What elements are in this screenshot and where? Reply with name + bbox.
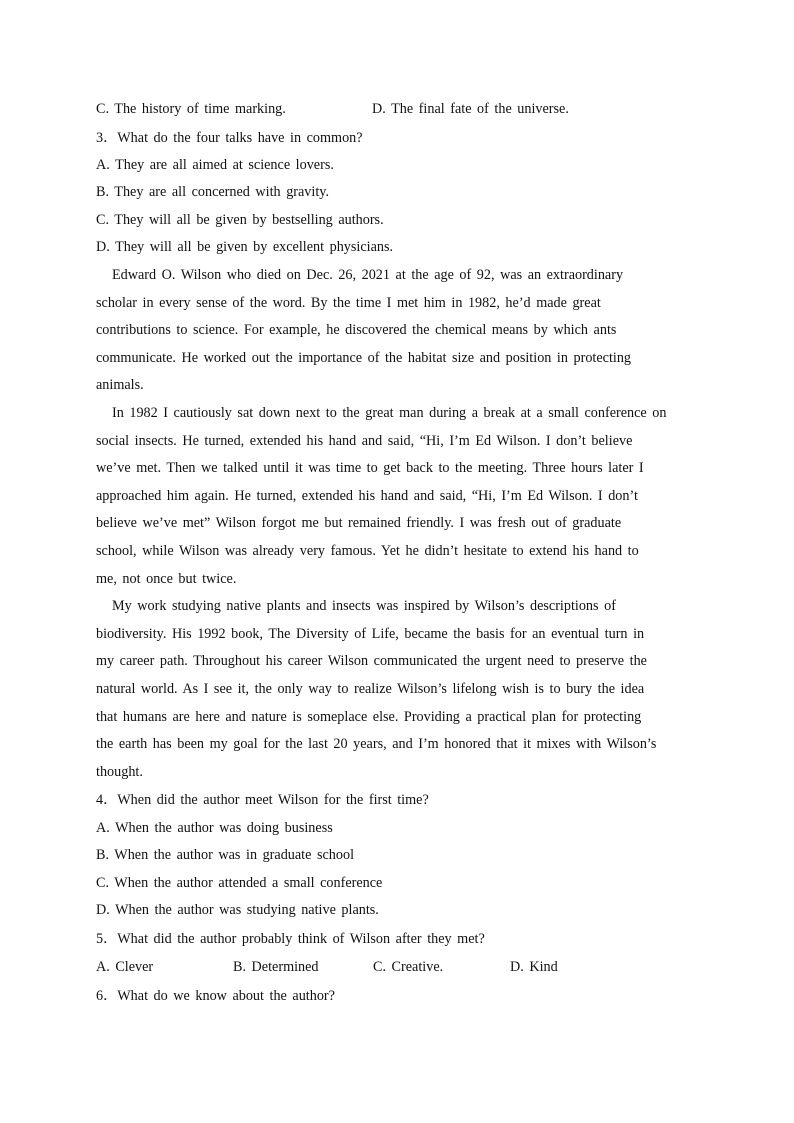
passage-line: animals. — [96, 377, 144, 394]
page-content — [96, 95, 701, 1010]
q3-question: 3．What do the four talks have in common? — [96, 129, 363, 146]
passage-line: biodiversity. His 1992 book, The Diversity of Life, became the basis for an eventual turn in — [96, 625, 645, 642]
q5-option-c: C. Creative. — [373, 959, 444, 976]
passage-line: school, while Wilson was already very famous. Yet he didn’t hesitate to extend his hand to — [96, 543, 639, 559]
q2-option-d: D. The final fate of the universe. — [372, 101, 569, 117]
passage-line: that humans are here and nature is someplace else. Providing a practical plan for protecting — [96, 708, 642, 725]
q3-option-c: C. They will all be given by bestselling authors. — [96, 211, 384, 228]
passage-line: me, not once but twice. — [96, 570, 237, 587]
q5-question: 5．What did the author probably think of Wilson after they met? — [96, 930, 485, 947]
passage-line: social insects. He turned, extended his hand and said, “Hi, I’m Ed Wilson. I don’t believe — [96, 432, 633, 449]
q2-options-cd — [96, 95, 701, 124]
q5-option-b: B. Determined — [233, 959, 319, 976]
passage-line: In 1982 I cautiously sat down next to the great man during a break at a small conference on — [112, 405, 667, 422]
passage-line: natural world. As I see it, the only way to realize Wilson’s lifelong wish is to bury the idea — [96, 680, 645, 697]
passage-line: we’ve met. Then we talked until it was time to get back to the meeting. Three hours later I — [96, 460, 644, 477]
q4-option-b: B. When the author was in graduate school — [96, 847, 355, 864]
q4-option-a: A. When the author was doing business — [96, 819, 333, 836]
passage-line: communicate. He worked out the importance of the habitat size and position in protecting — [96, 349, 632, 366]
q2-option-c: C. The history of time marking. — [96, 101, 286, 117]
q5-options — [96, 953, 701, 982]
q4-question: 4．When did the author meet Wilson for the first time? — [96, 792, 429, 809]
q6-question: 6．What do we know about the author? — [96, 987, 335, 1004]
q5-option-d: D. Kind — [510, 959, 558, 976]
passage-line: scholar in every sense of the word. By the time I met him in 1982, he’d made great — [96, 294, 601, 311]
q3-option-b: B. They are all concerned with gravity. — [96, 184, 330, 201]
q5-option-a: A. Clever — [96, 959, 154, 976]
passage-paragraph-3 — [96, 593, 701, 786]
passage-line: believe we’ve met” Wilson forgot me but remained friendly. I was fresh out of graduate — [96, 515, 622, 532]
q4-option-d: D. When the author was studying native plants. — [96, 902, 379, 919]
passage-line: contributions to science. For example, he discovered the chemical means by which ants — [96, 322, 617, 339]
passage-paragraph-1 — [96, 262, 701, 400]
q3-option-a: A. They are all aimed at science lovers. — [96, 156, 334, 173]
passage-line: the earth has been my goal for the last 20 years, and I’m honored that it mixes with Wilson’s — [96, 736, 657, 753]
passage-line: thought. — [96, 763, 143, 780]
passage-line: My work studying native plants and insects was inspired by Wilson’s descriptions of — [112, 598, 616, 615]
q4-option-c: C. When the author attended a small conference — [96, 874, 383, 891]
passage-line: Edward O. Wilson who died on Dec. 26, 2021 at the age of 92, was an extraordinary — [112, 267, 624, 284]
passage-line: approached him again. He turned, extended his hand and said, “Hi, I’m Ed Wilson. I don’t — [96, 487, 638, 504]
q3-option-d: D. They will all be given by excellent physicians. — [96, 239, 394, 256]
passage-paragraph-2 — [96, 400, 701, 593]
passage-line: my career path. Throughout his career Wilson communicated the urgent need to preserve the — [96, 653, 647, 670]
